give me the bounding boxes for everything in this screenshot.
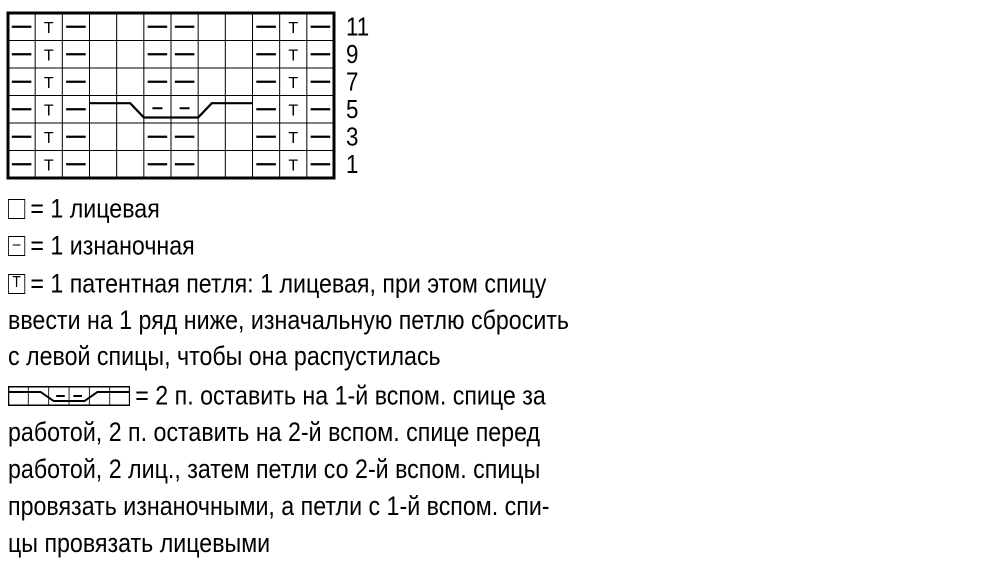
patent-mark: T	[43, 157, 54, 175]
patent-mark: T	[43, 129, 54, 147]
patent-mark: T	[43, 47, 54, 65]
patent-mark: T	[288, 129, 299, 147]
cable-cross-icon	[8, 386, 130, 406]
legend-purl	[8, 228, 195, 262]
knit-stitch-icon	[8, 199, 25, 219]
legend-cable	[8, 378, 546, 412]
legend-patent-text-3: с левой спицы, чтобы она распустилась	[8, 341, 441, 371]
legend-purl-text: = 1 изнаночная	[30, 230, 195, 261]
patent-mark: T	[43, 19, 54, 37]
patent-mark: T	[288, 157, 299, 175]
legend-cable-text-4: провязать изнаночными, а петли с 1-й вспом. спи-	[8, 491, 550, 521]
row-number: 9	[345, 40, 359, 70]
purl-stitch-icon: –	[8, 236, 25, 256]
legend-patent	[8, 266, 546, 300]
row-number: 11	[345, 13, 370, 43]
patent-mark: T	[288, 19, 299, 37]
legend-cable-text-3: работой, 2 лиц., затем петли со 2-й вспом. спицы	[8, 454, 541, 484]
row-number: 7	[345, 68, 359, 98]
patent-mark: T	[288, 74, 299, 92]
patent-stitch-icon: T	[8, 274, 25, 294]
row-number: 5	[345, 95, 359, 125]
legend-patent-text-2: ввести на 1 ряд ниже, изначальную петлю сбросить	[8, 305, 570, 335]
patent-mark: T	[43, 74, 54, 92]
legend-cable-text-2: работой, 2 п. оставить на 2-й вспом. спице перед	[8, 417, 541, 447]
legend-patent-text-1: = 1 патентная петля: 1 лицевая, при этом спицу	[30, 268, 547, 299]
legend-knit	[8, 191, 160, 225]
patent-mark: T	[288, 47, 299, 65]
row-number: 1	[345, 150, 359, 180]
legend-cable-text-1: = 2 п. оставить на 1-й вспом. спице за	[135, 380, 546, 411]
legend-cable-text-5: цы провязать лицевыми	[8, 528, 271, 558]
row-number: 3	[345, 123, 359, 153]
patent-mark: T	[288, 102, 299, 120]
patent-mark: T	[43, 102, 54, 120]
knitting-chart	[0, 0, 380, 185]
legend-knit-text: = 1 лицевая	[30, 193, 160, 224]
